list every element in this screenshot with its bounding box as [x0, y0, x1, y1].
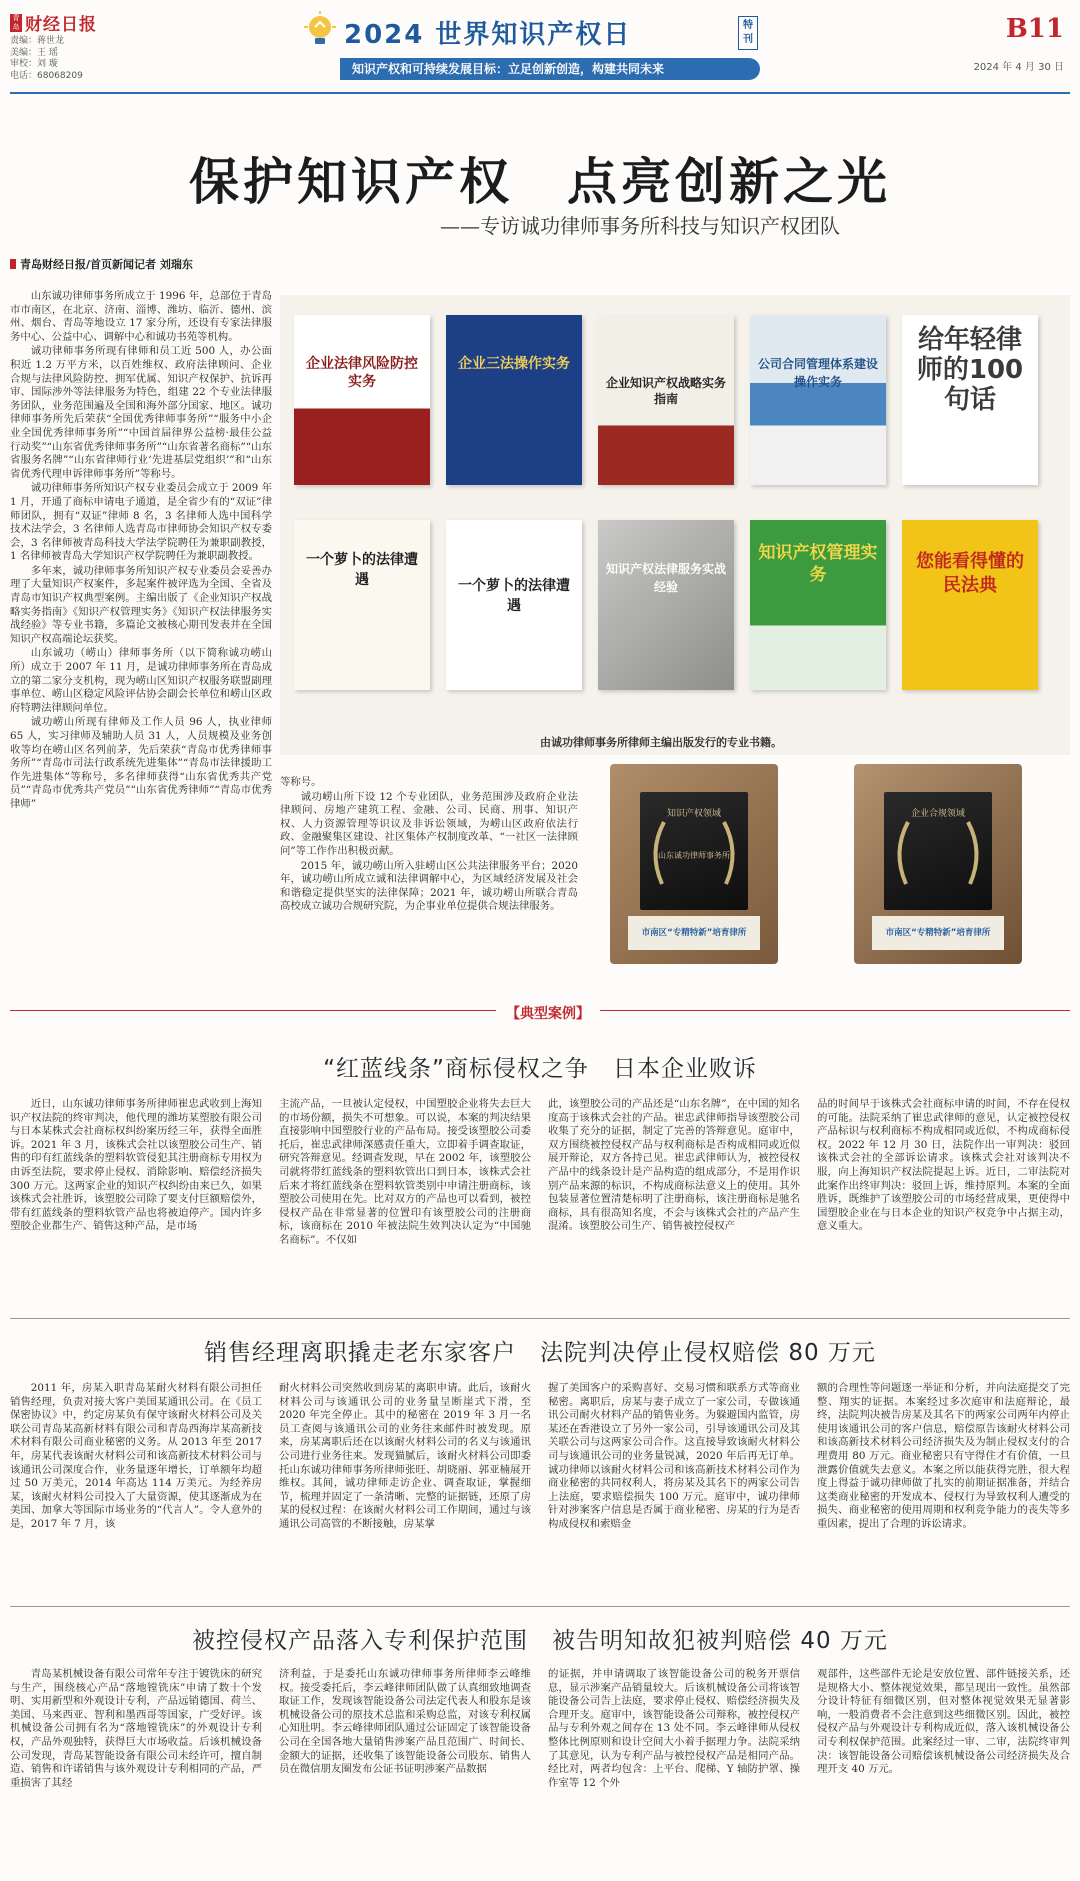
newspaper-logo	[10, 10, 97, 35]
staff-editor: 责编：蒋世龙	[10, 36, 65, 46]
case-divider	[10, 1606, 1070, 1607]
paragraph: 耐火材料公司突然收到房某的离职申请。此后，该耐火材料公司与该通讯公司的业务量呈断崖式下滑，至 2020 年完全停止。其中的秘密在 2019 年 3 月一名员工查阅与该通讯公司的业务往来邮件时被发现。原来，房某离职后还在以该耐火材料公司的名义与该通讯公司进行业务往来。发现猫腻后，该耐火材料公司即委托山东诚功律师事务所律师张旺、胡晓丽、郭亚楠展开维权。其间，诚功律师走访企业、调查取证，掌握细节，梳理并固定了一条清晰、完整的证据链，还原了房某的侵权过程：在该耐火材料公司工作期间，通过与该通讯公司高管的不断接触，房某掌	[279, 1382, 531, 1530]
article-subhead: ——专访诚功律师事务所科技与知识产权团队	[440, 214, 840, 238]
paragraph: 额的合理性等问题逐一举证和分析，并向法庭提交了完整、翔实的证据。本案经过多次庭审和法庭辩论，最终，法院判决被告房某及其名下的两家公司两年内停止使用该通讯公司的客户信息，赔偿原告该耐火材料公司和该高新技术材料公司经济损失及为制止侵权支付的合理费用 80 万元。商业秘密只有守得住才有价值，一旦泄露价值就失去意义。本案之所以能获得完胜，很大程度上得益于诚功律师做了扎实的前期证据准备，并结合这类商业秘密的开发成本、侵权行为导致权利人遭受的损失、商业秘密的使用周期和权利竞争能力的丧失等多重因素，提出了合理的诉讼请求。	[817, 1382, 1070, 1530]
paragraph: 近日，山东诚功律师事务所律师崔忠武收到上海知识产权法院的终审判决，他代理的潍坊某塑胶有限公司与日本某株式会社商标权纠纷案历经三年，获得全面胜诉。2021 年 3 月，该株式会社以该塑胶公司生产、销售的印有红蓝线条的塑料软管侵犯其注册商标专用权为由诉至法院，要求停止侵权、消除影响、赔偿经济损失 300 万元。这两家企业的知识产权纠纷由来已久，如果该株式会社胜诉，该塑胶公司除了要支付巨额赔偿外，带有红蓝线条的塑料软管产品也将被迫停产。国内许多塑胶企业都生产、销售这种产品，是市场	[10, 1098, 262, 1233]
book-cover	[446, 520, 582, 690]
book-cover	[902, 315, 1038, 485]
logo-mark: 青岛	[10, 14, 22, 32]
case-title: “红蓝线条”商标侵权之争 日本企业败诉	[323, 1056, 757, 1082]
book-cover	[750, 315, 886, 485]
article-column-1	[10, 290, 272, 1012]
case-column	[548, 1668, 800, 1874]
case-column	[817, 1098, 1070, 1314]
paragraph: 山东诚功律师事务所成立于 1996 年，总部位于青岛市市南区，在北京、济南、淄博、潍坊、临沂、德州、滨州、烟台、青岛等地设立 17 家分所，还设有专家法律服务中心、公益中心、调解中心和诚功书苑等机构。	[10, 290, 272, 343]
paragraph: 2011 年，房某入职青岛某耐火材料有限公司担任销售经理，负责对接大客户美国某通讯公司。在《员工保密协议》中，约定房某负有保守该耐火材料公司及关联公司青岛某高新材料有限公司和青岛西海岸某高新技术材料有限公司商业秘密的义务。从 2013 年至 2017 年，房某代表该耐火材料公司和该高新技术材料公司与该通讯公司深度合作，业务量逐年增长，订单额年均超过 50 万美元，2014 年高达 114 万美元。为经养房某，该耐火材料公司投入了大量资源，使其逐渐成为在美国、加拿大等国际市场业务的“代言人”。令人意外的是，2017 年 7 月，该	[10, 1382, 262, 1530]
book-title: 知识产权管理实务	[758, 543, 878, 585]
plaque-heading: 知识产权领域	[666, 809, 721, 819]
book-cover	[294, 520, 430, 690]
logo-text: 财经日报	[25, 15, 97, 35]
paragraph: 品的时间早于该株式会社商标申请的时间，不存在侵权的可能。法院采纳了崔忠武律师的意见，认定被控侵权产品标识与权利商标不构成相同或近似，不构成商标侵权。2022 年 12 月 30 日，法院作出一审判决：驳回该株式会社的全部诉讼请求。该株式会社对该判决不服，向上海知识产权法院提起上诉。近日，二审法院对此案作出终审判决：驳回上诉，维持原判。本案的全面胜诉，既维护了该塑胶公司的市场经营成果，更使得中国塑胶企业在与日本企业的知识产权竞争中占据主动，意义重大。	[817, 1098, 1070, 1233]
book-title: 一个萝卜的法律遭遇	[458, 578, 570, 614]
book-cover	[446, 315, 582, 485]
book-title: 公司合同管理体系建设操作实务	[758, 357, 879, 389]
case-column	[279, 1382, 531, 1600]
article-headline: 保护知识产权 点亮创新之光	[189, 152, 891, 211]
masthead-divider	[10, 92, 1070, 94]
paragraph: 此，该塑胶公司的产品还是“山东名牌”，在中国的知名度高于该株式会社的产品。崔忠武律师指导该塑胶公司收集了充分的证据，制定了完善的答辩意见。庭审中，双方围绕被控侵权产品与权利商标是否构成相同或近似展开辩论，双方各持己见。崔忠武律师认为，被控侵权产品中的线条设计是产品构造的组成部分，不是用作识别产品来源的标识，不构成商标法意义上的使用。其外包装显著位置清楚标明了注册商标，该注册商标是驰名商标，具有很高知名度，不会与该株式会社的产品产生混淆。该塑胶公司生产、销售被控侵权产	[548, 1098, 800, 1233]
paragraph: 握了美国客户的采购喜好、交易习惯和联系方式等商业秘密。离职后，房某与妻子成立了一家公司，专做该通讯公司耐火材料产品的销售业务。为躲避国内监管，房某还在香港设立了另外一家公司，引导该通讯公司及其关联公司与这两家公司合作。这直接导致该耐火材料公司与该通讯公司的业务量锐减，2020 年后再无订单。诚功律师以该耐火材料公司和该高新技术材料公司作为商业秘密的共同权利人，将房某及其名下的两家公司告上法庭，要求赔偿损失 100 万元。庭审中，诚功律师针对涉案客户信息是否属于商业秘密、房某的行为是否构成侵权和索赔金	[548, 1382, 800, 1530]
lightbulb-icon	[300, 10, 340, 50]
special-issue-banner	[300, 8, 780, 88]
paragraph: 山东诚功（崂山）律师事务所（以下简称诚功崂山所）成立于 2007 年 11 月，是诚功律师事务所在青岛成立的第二家分支机构，现为崂山区知识产权服务联盟副理事单位、崂山区稳定风险评估协会副会长单位和崂山区政府特聘法律顾问单位。	[10, 647, 272, 714]
case-column	[279, 1668, 531, 1874]
books-caption: 由诚功律师事务所律师主编出版发行的专业书籍。	[540, 736, 782, 749]
laurel-wreath-icon	[884, 792, 992, 910]
paragraph: 观部件，这些部件无论是安放位置、部件链接关系，还是规格大小、整体视觉效果，都呈现出一致性。虽然部分设计特征有细微区别，但对整体视觉效果无显著影响，一般消费者不会注意到这些细微区别。因此，被控侵权产品与外观设计专利构成近似，落入该机械设备公司专利权保护范围。此案经过一审、二审，法院终审判决：该智能设备公司赔偿该机械设备公司经济损失及合理开支 40 万元。	[817, 1668, 1070, 1776]
paragraph: 主流产品，一旦被认定侵权，中国塑胶企业将失去巨大的市场份额，损失不可想象。可以说，本案的判决结果直接影响中国塑胶行业的产品布局。接受该塑胶公司委托后，崔忠武律师深感责任重大，立即着手调查取证，研究答辩意见。经调查发现，早在 2002 年，该塑胶公司就将带红蓝线条的塑料软管出口到日本，该株式会社后来才将红蓝线条在塑料软管类别中申请注册商标，该塑胶公司使用在先。比对双方的产品也可以看到，被控侵权产品在非常显著的位置印有该塑胶公司的注册商标，该商标在 2010 年被法院生效判决认定为“中国驰名商标”。不仅如	[279, 1098, 531, 1246]
paragraph: 诚功律师事务所知识产权专业委员会成立于 2009 年 1 月，开通了商标申请电子通道，是全省少有的“双证”律师团队，拥有“双证”律师 8 名，3 名律师人选中国科学技术法学会，3 名律师人选青岛市律师协会知识产权专委会，3 名律师被青岛科技大学法学院聘任为兼职副教授，1 名律师被青岛大学知识产权学院聘任为兼职副教授。	[10, 482, 272, 563]
case-title: 销售经理离职撬走老东家客户 法院判决停止侵权赔偿 80 万元	[204, 1340, 876, 1366]
case-column	[548, 1382, 800, 1600]
special-issue-title: 2024 世界知识产权日	[344, 20, 632, 50]
book-cover	[750, 520, 886, 690]
paragraph: 等称号。	[280, 776, 322, 788]
issue-date: 2024 年 4 月 30 日	[973, 62, 1064, 73]
article-column-2	[280, 776, 578, 1002]
paragraph: 诚功崂山所现有律师及工作人员 96 人，执业律师 65 人，实习律师及辅助人员 31 人，人员规模及业务创收等均在崂山区名列前茅，先后荣获“青岛市优秀律师事务所”“青岛市司法行政系统先进集体”“青岛市法律援助工作先进集体”等称号，多名律师获得“山东省优秀共产党员”“青岛市优秀共产党员”“山东省优秀律师”“青岛市优秀律师”	[10, 716, 272, 810]
case-column	[548, 1098, 800, 1314]
case-title: 被控侵权产品落入专利保护范围 被告明知故犯被判赔偿 40 万元	[192, 1628, 888, 1654]
book-cover	[902, 520, 1038, 690]
case-column	[279, 1098, 531, 1314]
cases-section-tag: 【典型案例】	[496, 1001, 600, 1025]
paragraph: 诚功律师事务所现有律师和员工近 500 人，办公面积近 1.2 万平方米，以百姓维权、政府法律顾问、企业合规与法律风险防控、拥军优属、知识产权保护、抗诉再审、国际涉外等法律服务为特色，组建 22 个专业法律服务团队，业务范围遍及全国和海外部分国家、地区。诚功律师事务所先后荣获“全国优秀律师事务所”“服务中小企业全国优秀律师事务所”“中国首届律界公益榜·最佳公益行动奖”“山东省优秀律师事务所”“山东省著名商标”“山东省服务名牌”“山东省律师行业‘先进基层党组织’”和“山东省优秀代理申诉律师事务所”等称号。	[10, 345, 272, 480]
plaque-base-label: 市南区“专精特新”培育律所	[872, 916, 1004, 950]
case-column	[10, 1382, 262, 1600]
paragraph: 2015 年，诚功崂山所入驻崂山区公共法律服务平台；2020 年，诚功崂山所成立诚和法律调解中心，为区域经济发展及社会和谐稳定提供坚实的法律保障；2021 年，诚功崂山所联合青岛高校成立诚功合规研究院，为企事业单位提供合规法律服务。	[280, 859, 578, 913]
plaque-firm-name: 山东诚功律师事务所	[658, 851, 730, 860]
book-cover	[294, 315, 430, 485]
book-cover	[598, 315, 734, 485]
case-column	[10, 1668, 262, 1874]
article-byline: 青岛财经日报/首页新闻记者 刘瑞东	[10, 256, 193, 272]
case-divider	[10, 1318, 1070, 1319]
book-title: 您能看得懂的民法典	[916, 551, 1024, 596]
case-column	[817, 1668, 1070, 1874]
book-title: 给年轻律师的100句话	[916, 325, 1024, 415]
book-photo	[280, 295, 1070, 755]
staff-phone: 电话：68068209	[10, 70, 83, 81]
plaque-base-label: 市南区“专精特新”培育律所	[628, 916, 760, 950]
special-issue-theme: 知识产权和可持续发展目标：立足创新创造，构建共同未来	[340, 58, 760, 80]
book-title: 一个萝卜的法律遭遇	[306, 552, 418, 588]
case-column	[10, 1098, 262, 1314]
plaque-panel	[884, 792, 992, 910]
paragraph: 济利益，于是委托山东诚功律师事务所律师李云峰维权。接受委托后，李云峰律师团队做了认真细致地调查取证工作，发现该智能设备公司法定代表人和股东是该机械设备公司的原技术总监和采购总监，对该专利权属心知肚明。李云峰律师团队通过公证固定了该智能设备公司在全国各地大量销售涉案产品且范围广、时间长、金额大的证据，还收集了该智能设备公司股东、销售人员在微信朋友圈发布公证书证明涉案产品数据	[279, 1668, 531, 1776]
paragraph: 多年来，诚功律师事务所知识产权专业委员会妥善办理了大量知识产权案件，多起案件被评选为全国、全省及青岛市知识产权典型案例。主编出版了《企业知识产权战略实务指南》《知识产权管理实务》《知识产权法律服务实战经验》等专业书籍，多篇论文被核心期刊发表并在全国知识产权高端论坛获奖。	[10, 564, 272, 645]
staff-credits	[10, 36, 83, 82]
award-plaque	[854, 764, 1022, 964]
plaque-panel	[640, 792, 748, 910]
book-title: 企业三法操作实务	[458, 356, 570, 372]
paragraph: 青岛某机械设备有限公司常年专注于镀铣床的研究与生产，围绕核心产品“落地镗铣床”申请了数十个发明、实用新型和外观设计专利，产品远销德国、荷兰、美国、马来西亚、智利和墨西哥等国家，广受好评。该机械设备公司拥有名为“落地镗铣床”的外观设计专利权，产品外观独特，获得巨大市场收益。后该机械设备公司发现，青岛某智能设备有限公司未经许可，擅自制造、销售和许诺销售与该外观设计专利相同的产品，严重损害了其经	[10, 1668, 262, 1789]
book-title: 企业知识产权战略实务指南	[606, 376, 727, 406]
staff-proofreader: 审校：刘 璇	[10, 59, 58, 69]
book-cover	[598, 520, 734, 690]
book-title: 知识产权法律服务实战经验	[606, 562, 727, 594]
masthead	[0, 0, 1080, 92]
page-number: B11	[1005, 14, 1064, 44]
case-column	[817, 1382, 1070, 1600]
paragraph: 的证据，并申请调取了该智能设备公司的税务开票信息，显示涉案产品销量较大。后该机械设备公司将该智能设备公司告上法庭，要求停止侵权、赔偿经济损失及合理开支。庭审中，该智能设备公司辩称，被控侵权产品与专利外观之间存在 13 处不同。李云峰律师从侵权整体比例原则和设计空间大小着手据理力争。法院采纳了其意见，认为专利产品与被控侵权产品是相同产品。经比对，两者均包含：上平台、爬梯、Y 轴防护罩、操作室等 12 个外	[548, 1668, 800, 1789]
paragraph: 诚功崂山所下设 12 个专业团队，业务范围涉及政府企业法律顾问、房地产建筑工程、金融、公司、民商、刑事、知识产权、人力资源管理等识议及非诉讼领域，为崂山区政府依法行政、金融聚集区建设、社区集体产权制度改革、“一社区一法律顾问”等工作作出积极贡献。	[280, 790, 578, 857]
plaque-heading: 企业合规领域	[910, 809, 965, 819]
special-issue-tag: 特刊	[738, 16, 758, 50]
award-plaque	[610, 764, 778, 964]
book-title: 企业法律风险防控实务	[306, 356, 418, 390]
staff-designer: 美编：王 瑶	[10, 47, 58, 58]
